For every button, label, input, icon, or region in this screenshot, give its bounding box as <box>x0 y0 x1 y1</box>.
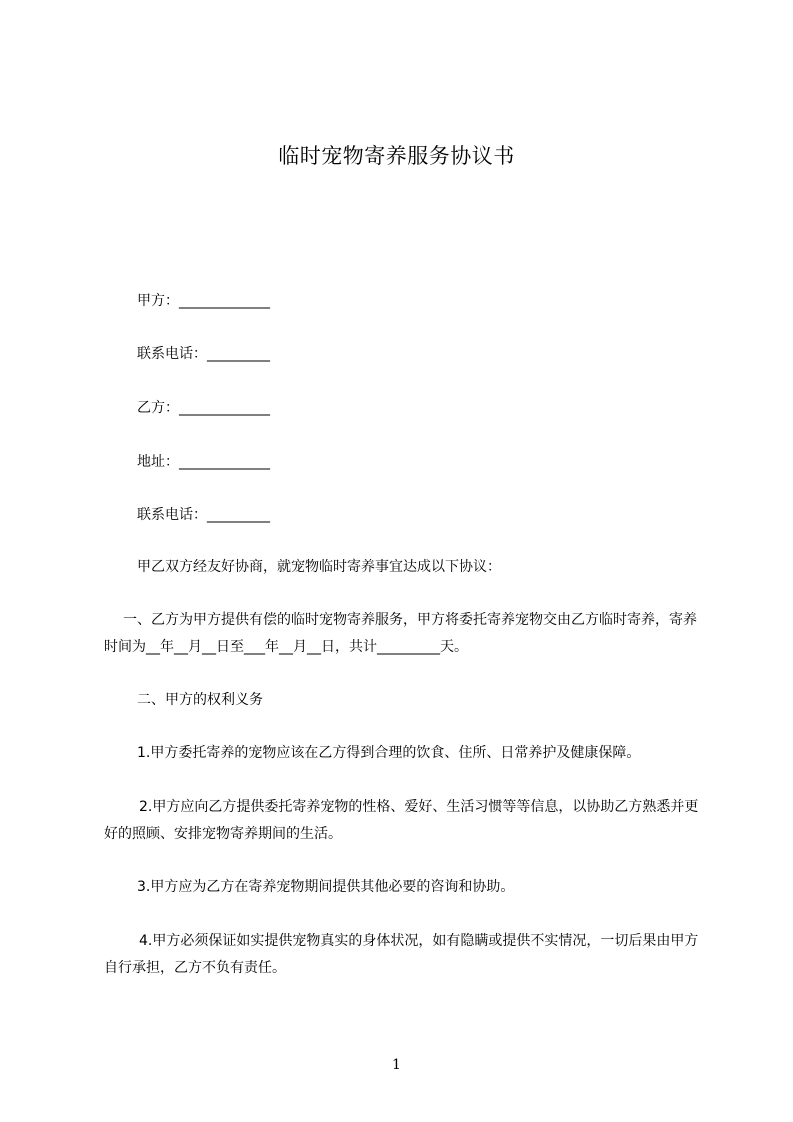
clause-1-paragraph: 一、乙方为甲方提供有偿的临时宠物寄养服务，甲方将委托寄养宠物交由乙方临时寄养，寄养时间为__年__月__日至___年__月__日，共计_________天。 <box>104 612 697 655</box>
page-number: 1 <box>392 1057 401 1073</box>
address-line: 地址：_____________ <box>137 454 270 470</box>
party-b-phone-line: 联系电话：_________ <box>137 507 270 523</box>
intro-paragraph: 甲乙双方经友好协商，就宠物临时寄养事宜达成以下协议： <box>137 559 501 575</box>
document-title: 临时宠物寄养服务协议书 <box>278 144 515 168</box>
party-a-phone-line: 联系电话：_________ <box>137 346 270 362</box>
section-2-heading: 二、甲方的权利义务 <box>137 692 263 708</box>
party-a-line: 甲方：_____________ <box>137 293 270 309</box>
item-1-paragraph: 1.甲方委托寄养的宠物应该在乙方得到合理的饮食、住所、日常养护及健康保障。 <box>137 745 641 761</box>
item-2-paragraph: 2.甲方应向乙方提供委托寄养宠物的性格、爱好、生活习惯等等信息，以协助乙方熟悉并更好的照顾、安排宠物寄养期间的生活。 <box>104 799 699 842</box>
party-b-line: 乙方：_____________ <box>137 400 270 416</box>
item-3-paragraph: 3.甲方应为乙方在寄养宠物期间提供其他必要的咨询和协助。 <box>137 879 515 895</box>
item-4-paragraph: 4.甲方必须保证如实提供宠物真实的身体状况，如有隐瞒或提供不实情况，一切后果由甲方自行承担，乙方不负有责任。 <box>104 933 699 976</box>
